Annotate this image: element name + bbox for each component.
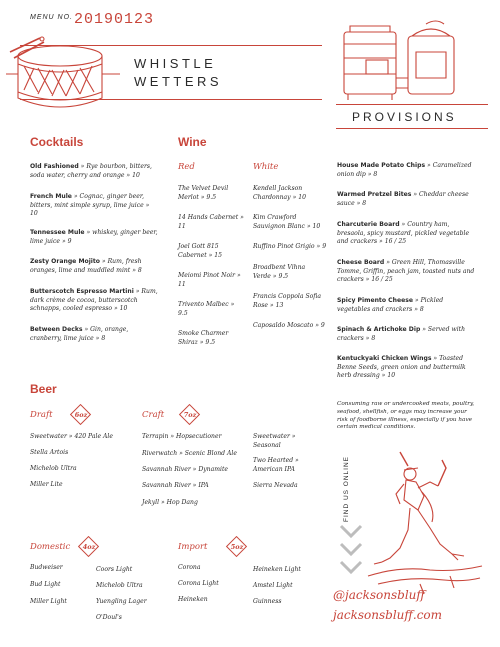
craft-beer-item: Terrapin » Hopsecutioner <box>142 433 222 440</box>
item-description: » Cognac, ginger beer, bitters, mint simple syrup, lime juice » 10 <box>30 193 150 218</box>
red-wine-item: Smoke Charmer Shiraz » 9.5 <box>178 330 229 346</box>
import-heading: Import <box>178 542 208 552</box>
provision-item <box>337 259 477 285</box>
item-name: Spinach & Artichoke Dip <box>337 326 421 333</box>
white-wine-item: Broadbent Vihna Verde » 9.5 <box>253 264 306 280</box>
item-name: Zesty Orange Mojito <box>30 258 100 265</box>
provision-item <box>337 191 477 208</box>
domestic-beer-item: Bud Light <box>30 581 61 588</box>
cocktail-item <box>30 193 158 219</box>
domestic-beer-item: Budweiser <box>30 564 63 571</box>
social-handle[interactable]: @jacksonsbluff <box>333 588 425 602</box>
item-name: French Mule <box>30 193 72 200</box>
craft-beer-item: Sweetwater » Seasonal <box>253 433 296 449</box>
item-name: Cheese Board <box>337 259 385 266</box>
craft-beer-item: Sierra Nevada <box>253 482 298 489</box>
item-description: » Country ham, bresaola, spicy mustard, pickled vegetable and crackers » 16 / 25 <box>337 221 470 246</box>
item-name: Charcuterie Board <box>337 221 400 228</box>
import-beer-item: Corona Light <box>178 580 219 587</box>
craft-beer-item: Savannah River » IPA <box>142 482 209 489</box>
craft-beer-item: Riverwatch » Scenic Blond Ale <box>142 450 237 457</box>
item-description: » Pickled vegetables and crackers » 8 <box>337 297 444 313</box>
red-wine-heading: Red <box>178 162 195 172</box>
cocktail-item <box>30 163 158 180</box>
provision-item <box>337 162 477 179</box>
craft-beer-item: Jekyll » Hop Dang <box>142 499 198 506</box>
header-rule-top <box>20 45 322 46</box>
craft-heading: Craft <box>142 410 165 420</box>
item-name: Spicy Pimento Cheese <box>337 297 413 304</box>
provision-item <box>337 355 477 381</box>
item-name: Tennessee Mule <box>30 229 85 236</box>
item-description: » Toasted Benne Seeds, green onion and buttermilk herb dressing » 10 <box>337 355 466 380</box>
import-beer-item: Guinness <box>253 598 282 605</box>
item-name: Butterscotch Espresso Martini <box>30 288 134 295</box>
white-wine-item: Francis Coppola Sofia Rose » 13 <box>253 293 321 309</box>
item-name: Old Fashioned <box>30 163 79 170</box>
red-wine-item: 14 Hands Cabernet » 11 <box>178 214 244 230</box>
title-line-1: WHISTLE <box>134 56 217 71</box>
wine-heading: Wine <box>178 135 207 149</box>
red-wine-item: Trivento Malbec » 9.5 <box>178 301 235 317</box>
red-wine-item: The Velvet Devil Merlot » 9.5 <box>178 185 229 201</box>
domestic-beer-item: Miller Light <box>30 598 67 605</box>
item-name: House Made Potato Chips <box>337 162 426 169</box>
white-wine-item: Kendell Jackson Chardonnay » 10 <box>253 185 306 201</box>
draft-heading: Draft <box>30 410 53 420</box>
domestic-price: 4oz <box>82 543 96 551</box>
white-wine-heading: White <box>253 162 279 172</box>
provisions-heading: PROVISIONS <box>352 110 457 124</box>
provisions-rule-top <box>336 104 488 105</box>
item-description: » Green Hill, Thomasville Tomme, Griffin, peach jam, toasted nuts and crackers » 16 / 25 <box>337 259 475 284</box>
import-beer-item: Heineken <box>178 596 208 603</box>
item-description: » Caramelized onion dip » 8 <box>337 162 472 178</box>
draft-price: 6oz <box>74 411 88 419</box>
white-wine-item: Ruffino Pinot Grigio » 9 <box>253 243 327 250</box>
cocktail-item <box>30 288 162 314</box>
provision-item <box>337 326 477 343</box>
draft-beer-item: Miller Lite <box>30 481 63 488</box>
import-price: 5oz <box>230 543 244 551</box>
craft-price: 7oz <box>183 411 197 419</box>
cocktail-item <box>30 258 158 275</box>
import-beer-item: Corona <box>178 564 201 571</box>
menu-number-label: MENU NO. <box>30 14 73 21</box>
website-link[interactable]: jacksonsbluff.com <box>333 608 443 622</box>
craft-beer-item: Savannah River » Dynamite <box>142 466 228 473</box>
hiker-illustration <box>360 448 488 598</box>
item-name: Kentuckyaki Chicken Wings <box>337 355 432 362</box>
domestic-beer-item: Michelob Ultra <box>96 582 143 589</box>
provisions-rule-bottom <box>336 128 488 129</box>
item-description: » Cheddar cheese sauce » 8 <box>337 191 469 207</box>
draft-beer-item: Sweetwater » 420 Pale Ale <box>30 433 113 440</box>
import-beer-item: Amstel Light <box>253 582 293 589</box>
item-name: Warmed Pretzel Bites <box>337 191 412 198</box>
draft-beer-item: Stella Artois <box>30 449 69 456</box>
cocktail-item <box>30 229 158 246</box>
cocktails-heading: Cocktails <box>30 135 84 149</box>
craft-beer-item: Two Hearted » American IPA <box>253 457 299 473</box>
white-wine-item: Kim Crawford Sauvignon Blanc » 10 <box>253 214 321 230</box>
red-wine-item: Joel Gott 815 Cabernet » 15 <box>178 243 223 259</box>
domestic-beer-item: O'Doul's <box>96 614 122 621</box>
drum-illustration <box>4 34 124 126</box>
header-rule-bottom <box>20 99 322 100</box>
domestic-beer-item: Coors Light <box>96 566 133 573</box>
item-name: Between Decks <box>30 326 83 333</box>
food-safety-notice: Consuming raw or undercooked meats, poultry, seafood, shellfish, or eggs may increase your risk of foodborne illness, especially if you have certain medical conditions. <box>337 401 475 431</box>
item-description: » Rye bourbon, bitters, soda water, cherry and orange » 10 <box>30 163 152 179</box>
item-description: » Rum, fresh oranges, lime and muddled mint » 8 <box>30 258 142 274</box>
provisions-illustration <box>336 18 466 102</box>
item-description: » Gin, orange, cranberry, lime juice » 8 <box>30 326 129 342</box>
find-us-online-label: FIND US ONLINE <box>343 455 350 522</box>
import-beer-item: Heineken Light <box>253 566 301 573</box>
domestic-heading: Domestic <box>30 542 71 552</box>
beer-heading: Beer <box>30 382 57 396</box>
title-line-2: WETTERS <box>134 74 223 89</box>
provision-item <box>337 221 477 247</box>
item-description: » Rum, dark crème de cocoa, butterscotch schnapps, cooled espresso » 10 <box>30 288 158 313</box>
menu-number: 20190123 <box>74 11 155 28</box>
red-wine-item: Meiomi Pinot Noir » 11 <box>178 272 241 288</box>
white-wine-item: Caposaldo Moscato » 9 <box>253 322 325 329</box>
item-description: » Served with crackers » 8 <box>337 326 466 342</box>
cocktail-item <box>30 326 158 343</box>
draft-beer-item: Michelob Ultra <box>30 465 77 472</box>
provision-item <box>337 297 477 314</box>
item-description: » whiskey, ginger beer, lime juice » 9 <box>30 229 158 245</box>
domestic-beer-item: Yuengling Lager <box>96 598 147 605</box>
